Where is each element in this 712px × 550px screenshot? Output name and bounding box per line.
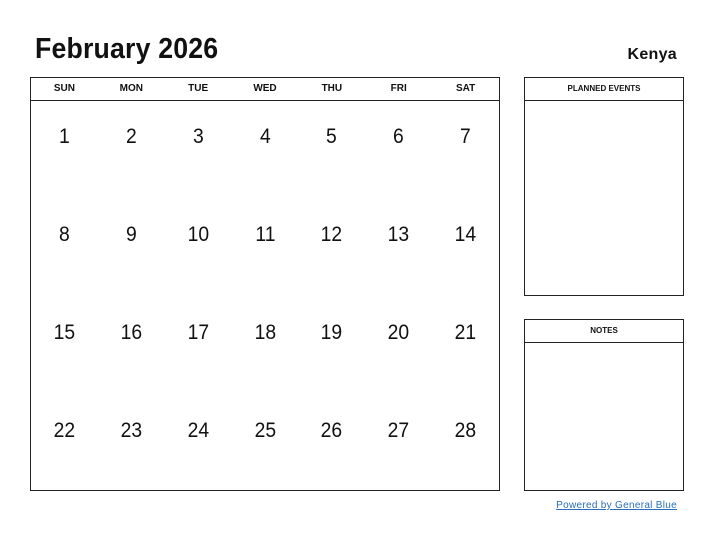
day-cell[interactable]: 15: [53, 321, 76, 344]
day-cell[interactable]: 16: [120, 321, 143, 344]
day-cell[interactable]: 6: [393, 125, 405, 148]
day-cell[interactable]: 22: [53, 419, 76, 442]
day-cell[interactable]: 5: [326, 125, 338, 148]
weekday-fri: FRI: [390, 83, 407, 94]
week-row: [31, 101, 499, 199]
day-cell[interactable]: 1: [59, 125, 70, 148]
weekday-wed: WED: [253, 83, 277, 94]
day-cell[interactable]: 21: [454, 321, 477, 344]
day-cell[interactable]: 20: [387, 321, 410, 344]
day-cell[interactable]: 2: [125, 125, 137, 148]
day-cell[interactable]: 18: [254, 321, 276, 344]
day-cell[interactable]: 27: [387, 419, 410, 442]
weekday-thu: THU: [321, 83, 343, 94]
day-cell[interactable]: 25: [254, 419, 276, 442]
day-cell[interactable]: 7: [460, 125, 471, 148]
weekday-sun: SUN: [53, 83, 75, 94]
country-label: Kenya: [627, 46, 677, 63]
day-cell[interactable]: 17: [187, 321, 209, 344]
notes-panel[interactable]: [524, 319, 684, 491]
day-cell[interactable]: 23: [120, 419, 143, 442]
day-cell[interactable]: 10: [187, 223, 209, 246]
calendar-grid: [30, 77, 500, 491]
week-row: [31, 297, 499, 395]
week-row: [31, 199, 499, 297]
week-row: [31, 395, 499, 493]
day-cell[interactable]: 13: [387, 223, 410, 246]
page-title: February 2026: [35, 33, 219, 65]
weekday-mon: MON: [119, 83, 143, 94]
day-cell[interactable]: 14: [454, 223, 477, 246]
day-cell[interactable]: 11: [254, 223, 276, 246]
day-cell[interactable]: 9: [125, 223, 137, 246]
day-cell[interactable]: 19: [321, 321, 343, 344]
day-cell[interactable]: 26: [321, 419, 343, 442]
weekday-sat: SAT: [455, 83, 476, 94]
planned-events-panel[interactable]: [524, 77, 684, 296]
day-cell[interactable]: 3: [192, 125, 204, 148]
calendar-body: [31, 101, 499, 490]
weekday-tue: TUE: [188, 83, 209, 94]
weekday-header: [31, 78, 499, 101]
day-cell[interactable]: 8: [59, 223, 70, 246]
notes-title: NOTES: [525, 320, 683, 343]
day-cell[interactable]: 12: [321, 223, 343, 246]
day-cell[interactable]: 4: [259, 125, 271, 148]
planned-events-title: PLANNED EVENTS: [525, 78, 683, 101]
day-cell[interactable]: 28: [454, 419, 477, 442]
powered-by-link[interactable]: Powered by General Blue: [556, 500, 677, 511]
day-cell[interactable]: 24: [187, 419, 209, 442]
